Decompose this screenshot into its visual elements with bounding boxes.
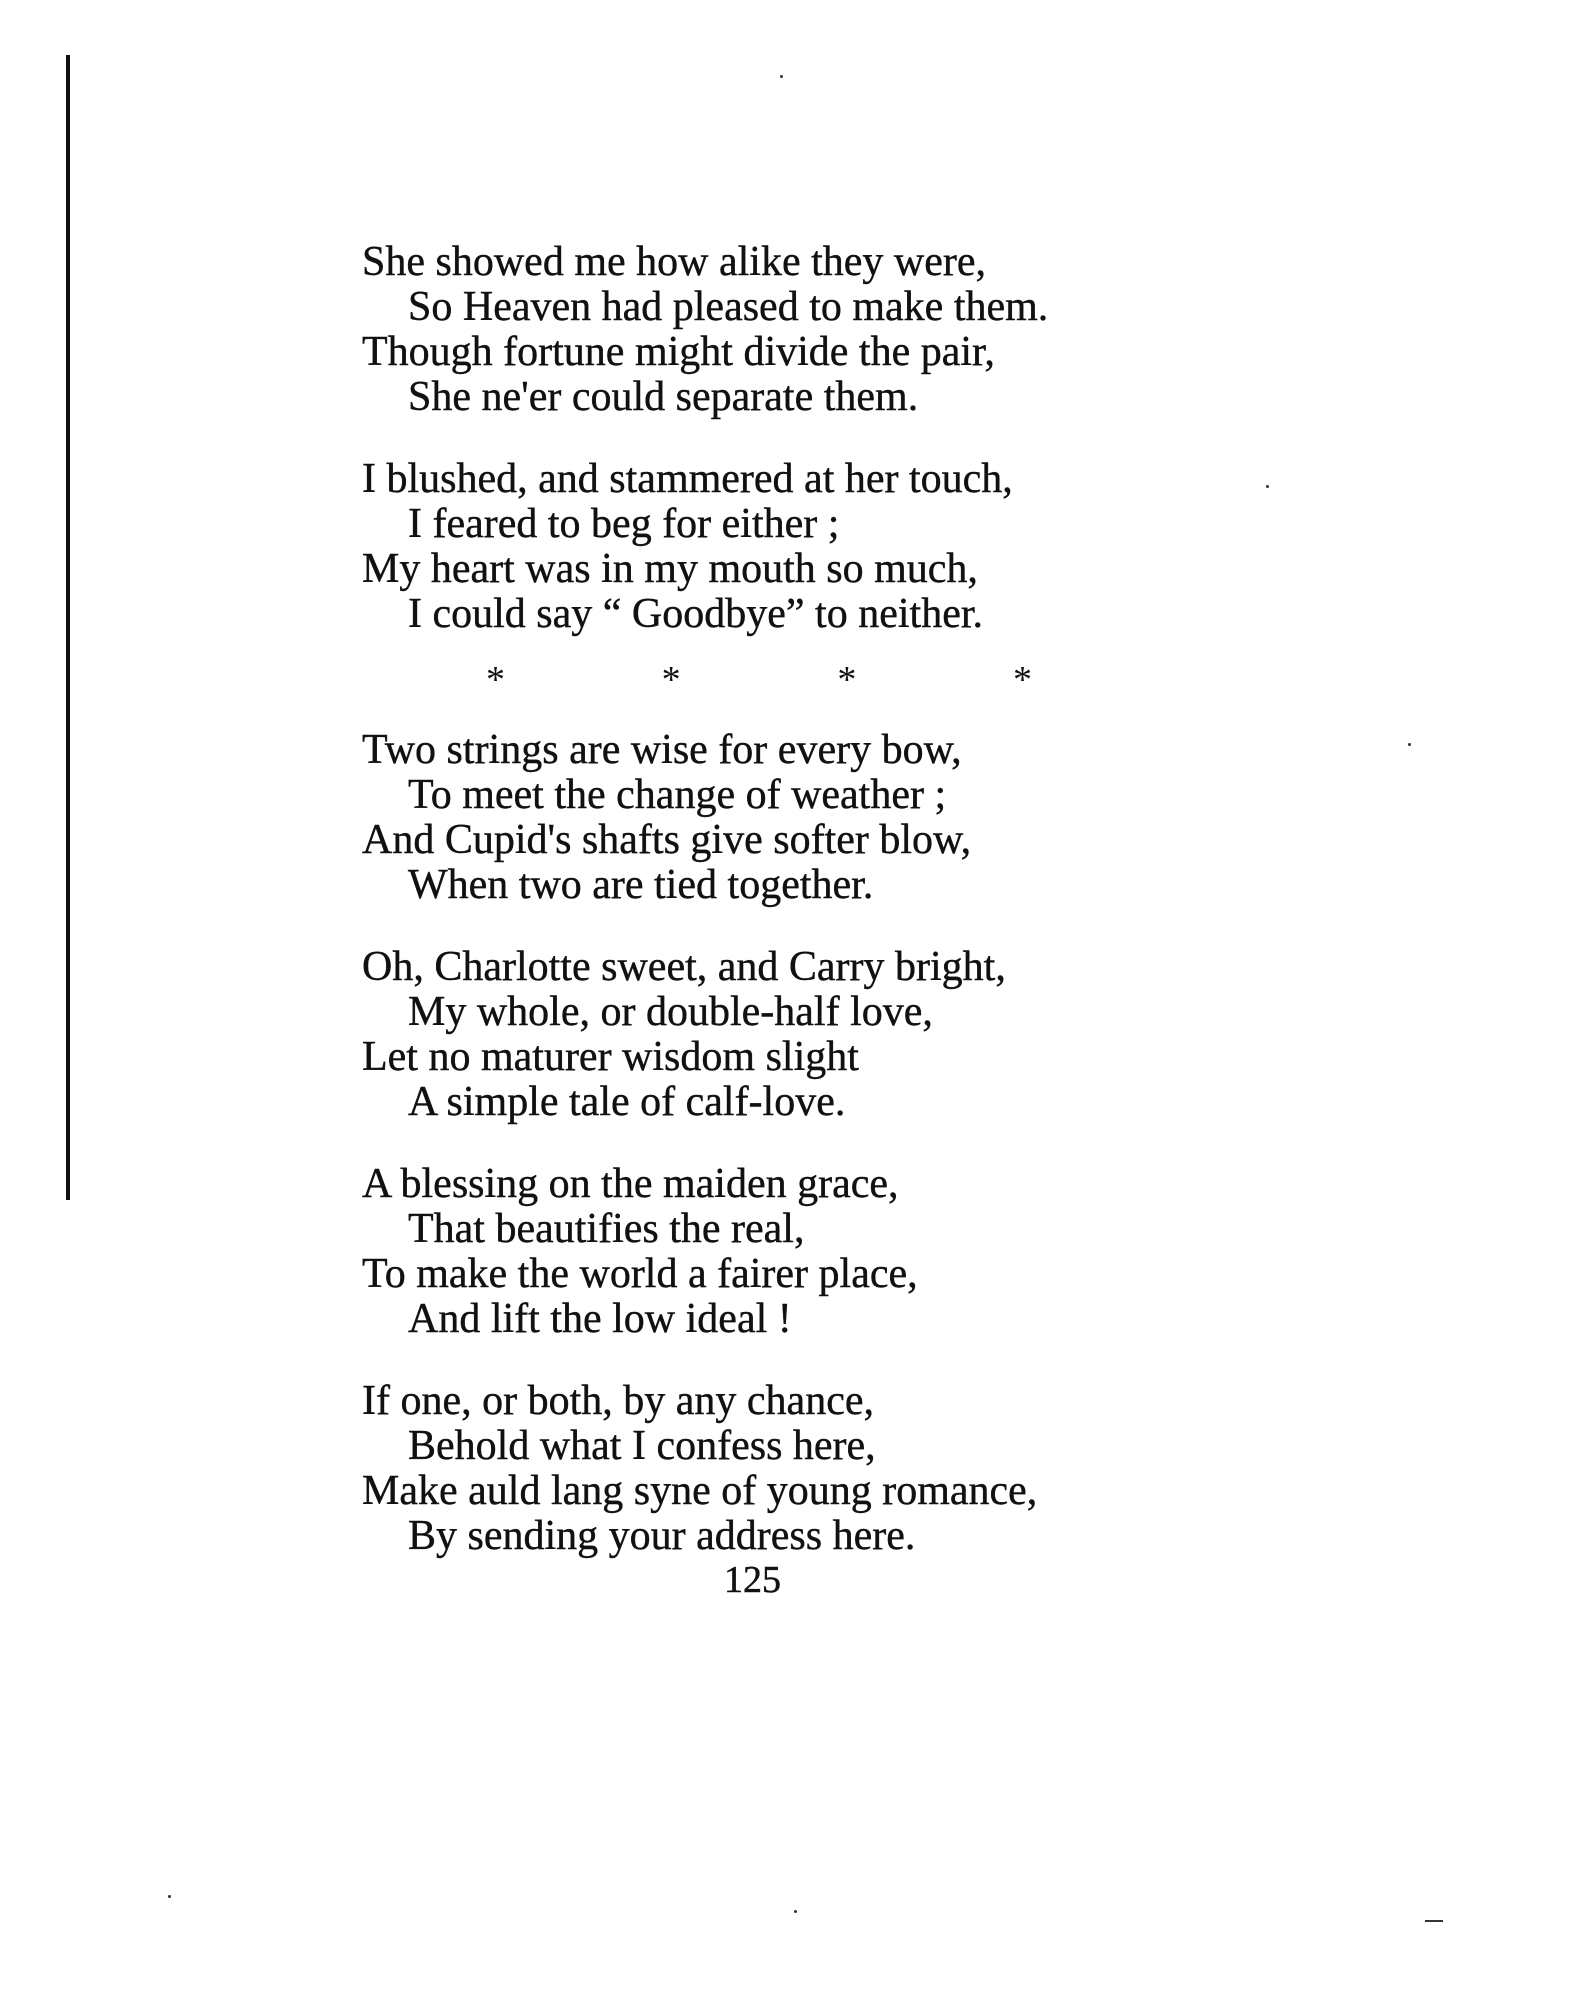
poem-line: That beautifies the real, — [408, 1206, 805, 1252]
poem-line: I could say “ Goodbye” to neither. — [408, 591, 983, 637]
poem-line: A simple tale of calf-love. — [408, 1079, 846, 1125]
poem-line: To meet the change of weather ; — [408, 772, 947, 818]
poem-line: She showed me how alike they were, — [362, 239, 986, 285]
asterisk: * — [837, 659, 857, 701]
scan-speck — [780, 75, 783, 78]
asterisk: * — [661, 659, 681, 701]
poem-line: Make auld lang syne of young romance, — [362, 1468, 1038, 1514]
poem-line: And lift the low ideal ! — [408, 1296, 792, 1342]
stanza-1 — [362, 240, 1262, 420]
poem-line: So Heaven had pleased to make them. — [408, 284, 1049, 330]
poem-line: When two are tied together. — [408, 862, 874, 908]
poem-line: She ne'er could separate them. — [408, 374, 919, 420]
poem-line: And Cupid's shafts give softer blow, — [362, 817, 972, 863]
scan-speck — [1266, 485, 1269, 488]
section-break-asterisks — [486, 660, 1032, 700]
poem-line: My whole, or double-half love, — [408, 989, 933, 1035]
poem-line: Behold what I confess here, — [408, 1423, 876, 1469]
scan-speck — [1408, 743, 1411, 746]
asterisk: * — [486, 659, 505, 701]
poem-line: A blessing on the maiden grace, — [362, 1161, 899, 1207]
poem-line: My heart was in my mouth so much, — [362, 546, 978, 592]
stanza-5 — [362, 1162, 1262, 1342]
poem-line: Though fortune might divide the pair, — [362, 329, 995, 375]
stanza-4 — [362, 945, 1262, 1125]
scan-speck — [794, 1910, 797, 1913]
scan-speck — [168, 1895, 171, 1898]
poem-line: By sending your address here. — [408, 1513, 916, 1559]
poem-line: Oh, Charlotte sweet, and Carry bright, — [362, 944, 1006, 990]
asterisk: * — [1012, 659, 1032, 701]
scan-dash — [1425, 1920, 1443, 1922]
poem — [362, 240, 1262, 1596]
poem-line: Two strings are wise for every bow, — [362, 727, 962, 773]
poem-line: I blushed, and stammered at her touch, — [362, 456, 1013, 502]
stanza-6 — [362, 1379, 1262, 1559]
stanza-2 — [362, 457, 1262, 637]
page-number: 125 — [724, 1559, 781, 1601]
stanza-3 — [362, 728, 1262, 908]
margin-rule — [66, 55, 70, 1200]
poem-line: If one, or both, by any chance, — [362, 1378, 874, 1424]
poem-line: To make the world a fairer place, — [362, 1251, 918, 1297]
poem-line: Let no maturer wisdom slight — [362, 1034, 859, 1080]
poem-line: I feared to beg for either ; — [408, 501, 840, 547]
